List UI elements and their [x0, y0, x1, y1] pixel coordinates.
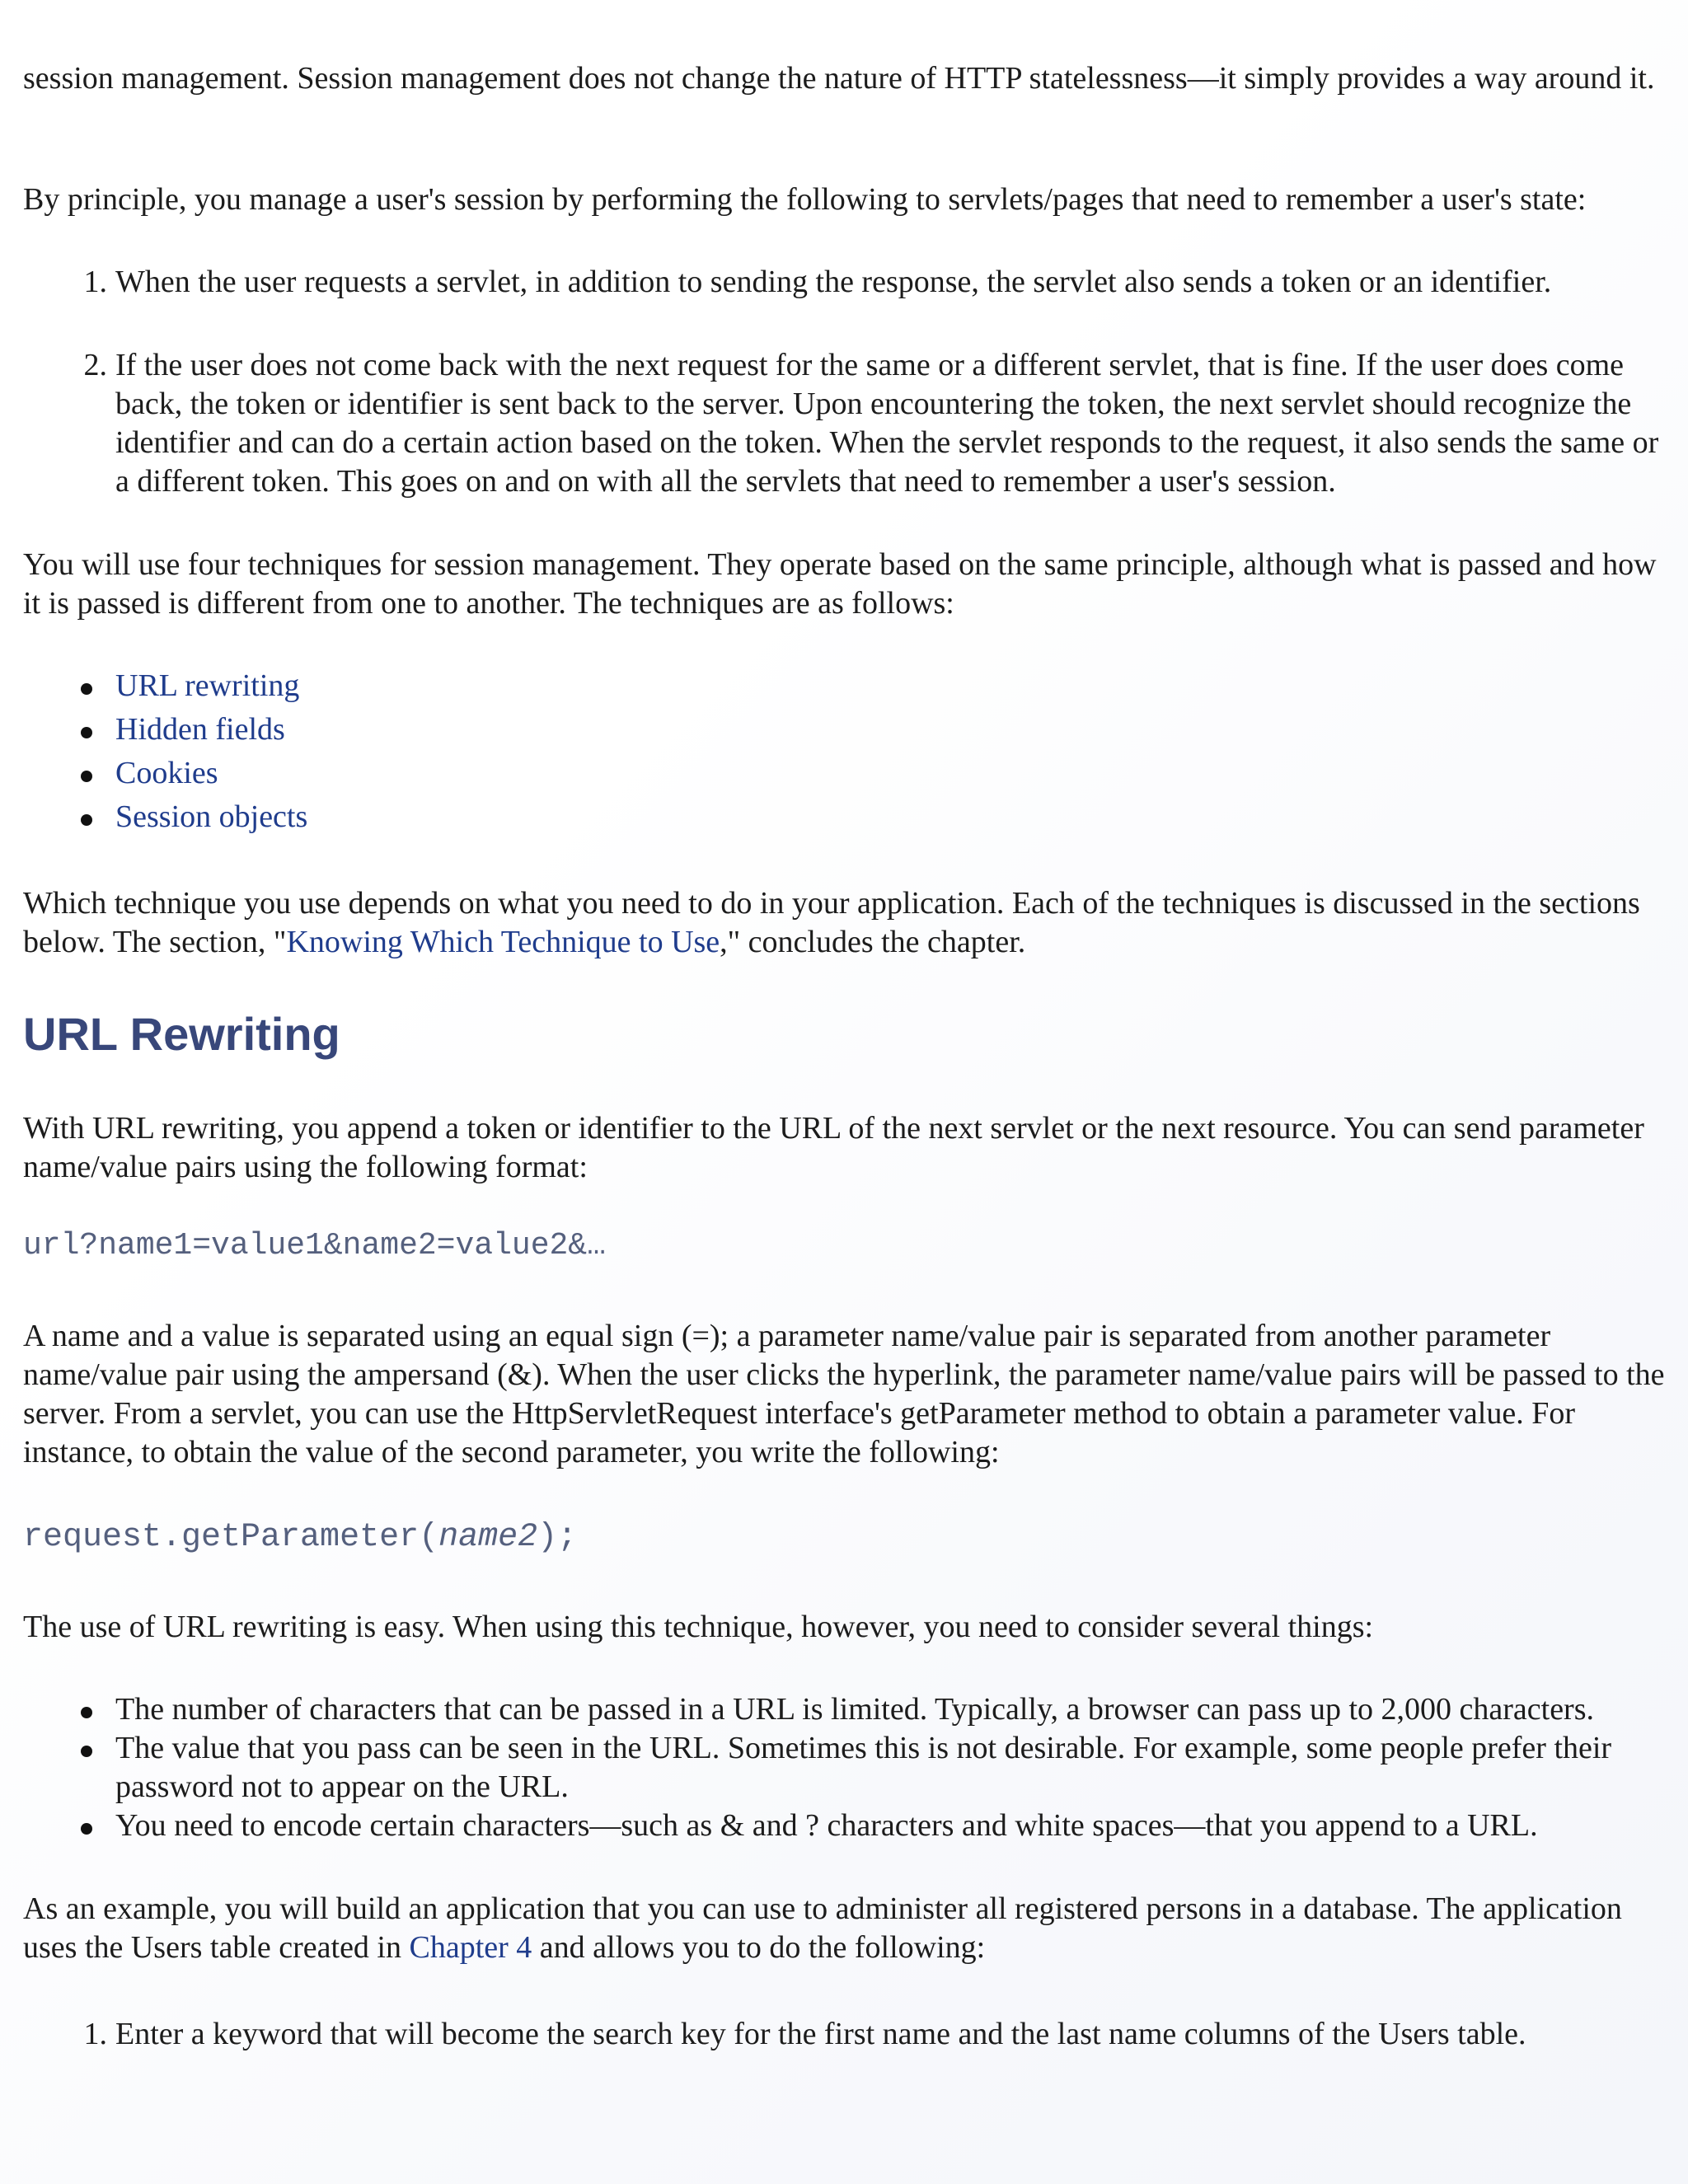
bullet-list-item [115, 1729, 1669, 1807]
numbered-list-item [83, 346, 1669, 501]
bullet-icon [81, 814, 92, 826]
intro-paragraph: session management. Session management does not change the nature of HTTP statelessness—it simply provides a way around it. [23, 61, 1655, 96]
code-text: ); [537, 1519, 578, 1556]
list-item-text: If the user does not come back with the next request for the same or a different servlet, that is fine. If the user does come back, the token or identifier is sent back to the server. Upon encountering the token, the next servlet should recognize the identifier and can do a certain action based on the token. When the servlet responds to the request, it also sends the same or a different token. This goes on and on with all the servlets that need to remember a user's session. [115, 348, 1659, 499]
list-item-text: The value that you pass can be seen in the URL. Sometimes this is not desirable. For example, some people prefer their password not to appear on the URL. [115, 1731, 1612, 1804]
bullet-icon [81, 727, 92, 738]
bullet-icon [81, 771, 92, 782]
principle-paragraph: By principle, you manage a user's session by performing the following to servlets/pages that need to remember a user's state: [23, 182, 1587, 217]
which-technique-paragraph [23, 884, 1667, 962]
considerations-intro-paragraph: The use of URL rewriting is easy. When using this technique, however, you need to consider several things: [23, 1610, 1374, 1644]
list-item-text: You need to encode certain characters—such as & and ? characters and white spaces—that you append to a URL. [115, 1808, 1538, 1843]
list-number: 2. [83, 348, 107, 382]
link-session-objects[interactable]: Session objects [115, 799, 308, 834]
numbered-list-item [83, 263, 1669, 302]
link-chapter-4[interactable]: Chapter 4 [409, 1930, 532, 1965]
bullet-list-item [115, 754, 1669, 793]
link-cookies[interactable]: Cookies [115, 756, 218, 790]
code-text: request.getParameter( [23, 1519, 439, 1556]
numbered-list-item [83, 2015, 1669, 2054]
example-paragraph [23, 1890, 1667, 1967]
url-rewriting-paragraph: With URL rewriting, you append a token or identifier to the URL of the next servlet or the next resource. You can send parameter name/value pairs using the following format: [23, 1111, 1644, 1184]
bullet-icon [81, 1707, 92, 1718]
bullet-icon [81, 1746, 92, 1757]
list-number: 1. [83, 2017, 107, 2051]
list-item-text: Enter a keyword that will become the search key for the first name and the last name columns of the Users table. [115, 2017, 1526, 2051]
list-number: 1. [83, 265, 107, 299]
bullet-icon [81, 683, 92, 695]
link-hidden-fields[interactable]: Hidden fields [115, 712, 285, 747]
bullet-icon [81, 1823, 92, 1835]
paragraph-text: Which technique you use depends on what you need to do in your application. Each of the techniques is discussed in the sections below. The section, " [23, 886, 1640, 959]
paragraph-text: ," concludes the chapter. [720, 925, 1026, 959]
name-value-paragraph: A name and a value is separated using an equal sign (=); a parameter name/value pair is separated from another parameter name/value pair using the ampersand (&). When the user clicks the hyperlink, the parameter name/value pairs will be passed to the server. From a servlet, you can use the HttpServletRequest interface's getParameter method to obtain a parameter value. For instance, to obtain the value of the second parameter, you write the following: [23, 1319, 1665, 1469]
code-block-url-format: url?name1=value1&name2=value2&… [23, 1228, 606, 1263]
list-item-text: The number of characters that can be passed in a URL is limited. Typically, a browser can pass up to 2,000 characters. [115, 1692, 1594, 1727]
code-argument: name2 [438, 1519, 538, 1556]
bullet-list-item [115, 798, 1669, 837]
bullet-list-item [115, 1690, 1669, 1729]
bullet-list-item [115, 710, 1669, 749]
list-item-text: When the user requests a servlet, in addition to sending the response, the servlet also sends a token or an identifier. [115, 265, 1552, 299]
bullet-list-item [115, 1807, 1669, 1845]
section-heading: URL Rewriting [23, 1008, 340, 1060]
bullet-list-item [115, 667, 1669, 705]
paragraph-text: As an example, you will build an application that you can use to administer all registered persons in a database. The application uses the Users table created in [23, 1891, 1622, 1965]
link-knowing-which-technique[interactable]: Knowing Which Technique to Use [286, 925, 720, 959]
paragraph-text: and allows you to do the following: [532, 1930, 986, 1965]
link-url-rewriting[interactable]: URL rewriting [115, 668, 300, 703]
techniques-intro-paragraph: You will use four techniques for session management. They operate based on the same principle, although what is passed and how it is passed is different from one to another. The techniques are as follows: [23, 547, 1657, 621]
code-block-get-parameter [23, 1517, 577, 1558]
